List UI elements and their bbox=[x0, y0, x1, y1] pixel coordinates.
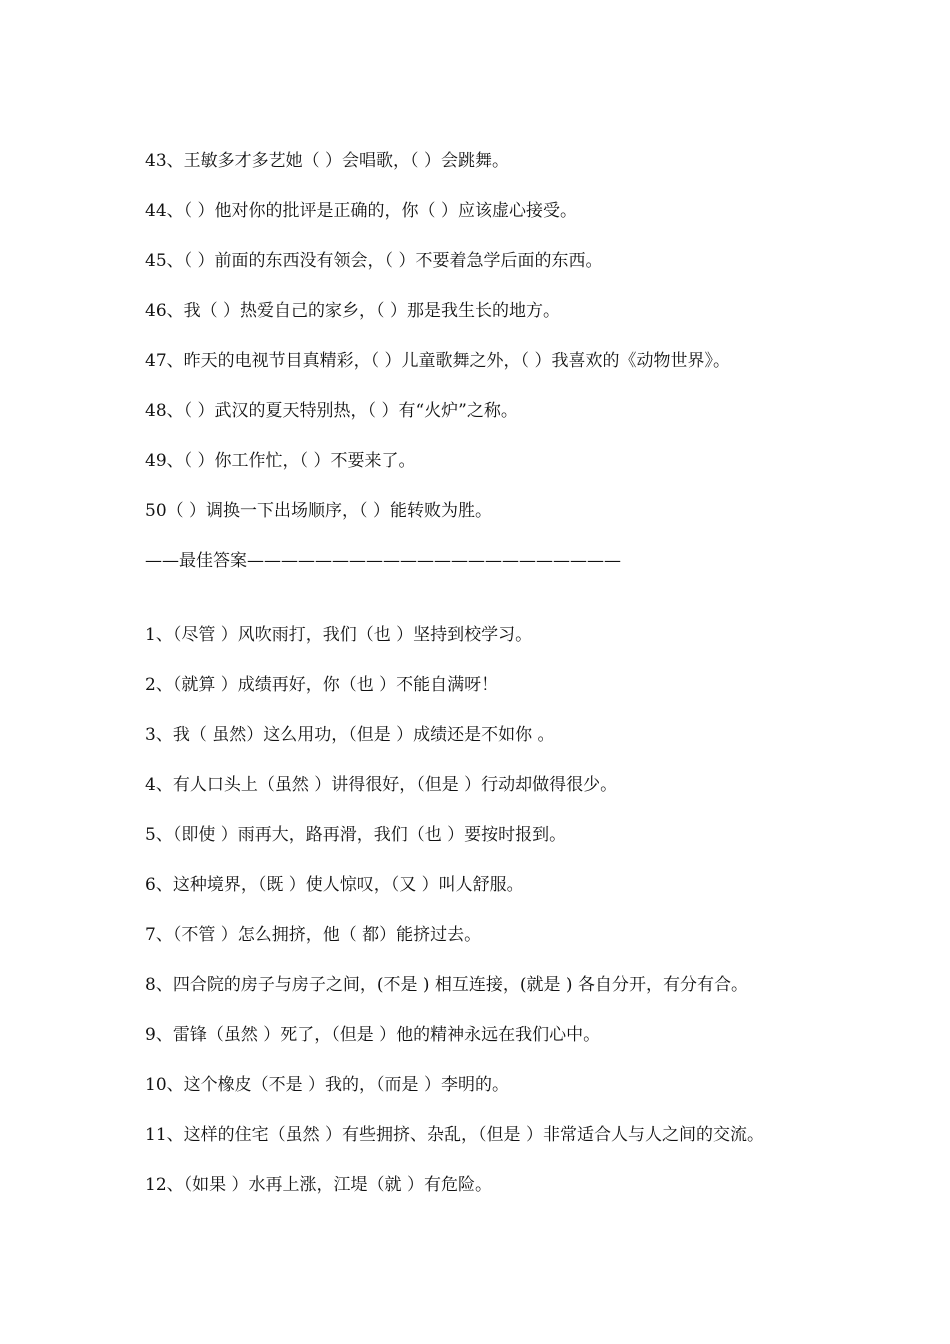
answer-8: 8、四合院的房子与房子之间，(不是 ) 相互连接，(就是 ) 各自分开，有分有合。 bbox=[145, 975, 748, 995]
answer-9: 9、雷锋（虽然 ）死了，（但是 ）他的精神永远在我们心中。 bbox=[145, 1025, 601, 1045]
document-body bbox=[145, 146, 825, 1220]
answer-5: 5、（即使 ）雨再大，路再滑，我们（也 ）要按时报到。 bbox=[145, 825, 567, 845]
question-46: 46、我（ ）热爱自己的家乡，（ ）那是我生长的地方。 bbox=[145, 301, 560, 321]
answer-1: 1、（尽管 ）风吹雨打，我们（也 ）坚持到校学习。 bbox=[145, 625, 533, 645]
best-answer-divider: ——最佳答案—————————————————————— bbox=[145, 551, 621, 571]
question-49: 49、（ ）你工作忙，（ ）不要来了。 bbox=[145, 451, 416, 471]
answer-12: 12、（如果 ）水再上涨，江堤（就 ）有危险。 bbox=[145, 1175, 492, 1195]
answer-10: 10、这个橡皮（不是 ）我的，（而是 ）李明的。 bbox=[145, 1075, 509, 1095]
answer-3: 3、我（ 虽然）这么用功，（但是 ）成绩还是不如你 。 bbox=[145, 725, 555, 745]
answer-4: 4、有人口头上（虽然 ）讲得很好，（但是 ）行动却做得很少。 bbox=[145, 775, 618, 795]
answer-7: 7、（不管 ）怎么拥挤，他（ 都）能挤过去。 bbox=[145, 925, 482, 945]
question-44: 44、（ ）他对你的批评是正确的，你（ ）应该虚心接受。 bbox=[145, 201, 577, 221]
question-50: 50（ ）调换一下出场顺序，（ ）能转败为胜。 bbox=[145, 501, 492, 521]
question-48: 48、（ ）武汉的夏天特别热，（ ）有“火炉”之称。 bbox=[145, 401, 518, 421]
answer-11: 11、这样的住宅（虽然 ）有些拥挤、杂乱，（但是 ）非常适合人与人之间的交流。 bbox=[145, 1125, 764, 1145]
question-47: 47、昨天的电视节目真精彩，（ ）儿童歌舞之外，（ ）我喜欢的《动物世界》。 bbox=[145, 351, 730, 371]
answer-6: 6、这种境界，（既 ）使人惊叹，（又 ）叫人舒服。 bbox=[145, 875, 524, 895]
question-43: 43、王敏多才多艺她（ ）会唱歌，（ ）会跳舞。 bbox=[145, 151, 509, 171]
answer-2: 2、（就算 ）成绩再好，你（也 ）不能自满呀！ bbox=[145, 675, 499, 695]
question-45: 45、（ ）前面的东西没有领会，（ ）不要着急学后面的东西。 bbox=[145, 251, 603, 271]
